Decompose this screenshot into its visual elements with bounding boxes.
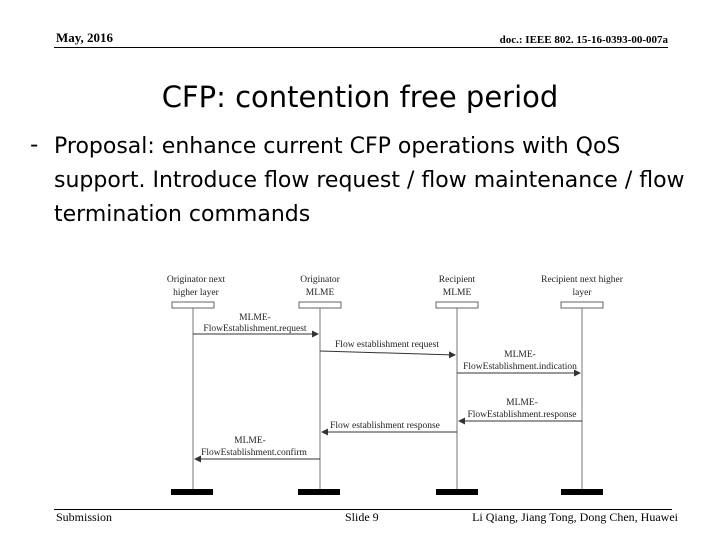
lifeline-label-line1: Originator next (166, 275, 226, 285)
lifeline-originator-mlme (298, 275, 341, 495)
lifeline-end-bar (561, 489, 603, 495)
lifeline-head-box (299, 302, 341, 308)
lifeline-label-line1: Recipient next higher (541, 275, 623, 285)
lifeline-head-box (172, 302, 214, 308)
lifeline-end-bar (171, 489, 213, 495)
lifeline-label-line1: Recipient (438, 275, 476, 285)
message-flowestablishment-request (193, 313, 318, 334)
lifeline-recipient-mlme (436, 275, 478, 495)
footer-submission: Submission (56, 510, 113, 524)
message-label-line1: MLME- (239, 313, 271, 323)
lifeline-label-line2: layer (572, 288, 592, 298)
lifeline-label-line2: higher layer (173, 288, 219, 298)
message-label-line2: FlowEstablishment.indication (463, 362, 577, 372)
message-label-line1: MLME- (504, 350, 536, 360)
message-flow-establishment-request (320, 340, 455, 355)
message-label-line1: MLME- (234, 436, 266, 446)
header-doc-id: doc.: IEEE 802. 15-16-0393-00-007a (499, 34, 668, 46)
lifeline-label-line2: MLME (305, 288, 335, 298)
lifeline-head-box (561, 302, 603, 308)
footer-slide-number: Slide 9 (345, 510, 379, 524)
message-label-line2: Flow establishment response (330, 421, 440, 431)
lifeline-end-bar (298, 489, 340, 495)
bullet-text: Proposal: enhance current CFP operations with QoS support. Introduce flow request / flow maintenance / flow termination commands (54, 134, 685, 227)
lifeline-label-line1: Originator (300, 275, 340, 285)
header-date: May, 2016 (56, 30, 114, 45)
lifeline-label-line2: MLME (442, 288, 472, 298)
message-arrow (320, 351, 455, 355)
message-label-line1: MLME- (506, 398, 538, 408)
message-flowestablishment-indication (457, 350, 580, 373)
footer-authors: Li Qiang, Jiang Tong, Dong Chen, Huawei (472, 510, 678, 524)
lifeline-head-box (436, 302, 478, 308)
slide-title: CFP: contention free period (161, 80, 559, 114)
lifeline-recipient-higher-layer (541, 275, 624, 495)
message-label-line2: FlowEstablishment.response (467, 410, 577, 420)
message-label-line2: FlowEstablishment.request (203, 324, 307, 334)
message-flowestablishment-confirm (195, 436, 320, 459)
message-flow-establishment-response (322, 421, 457, 432)
message-label-line2: Flow establishment request (335, 340, 439, 350)
message-flowestablishment-response (459, 398, 582, 421)
message-label-line2: FlowEstablishment.confirm (201, 448, 307, 458)
lifeline-end-bar (436, 489, 478, 495)
bullet-marker: - (30, 132, 39, 158)
lifeline-originator-higher-layer (167, 275, 226, 495)
